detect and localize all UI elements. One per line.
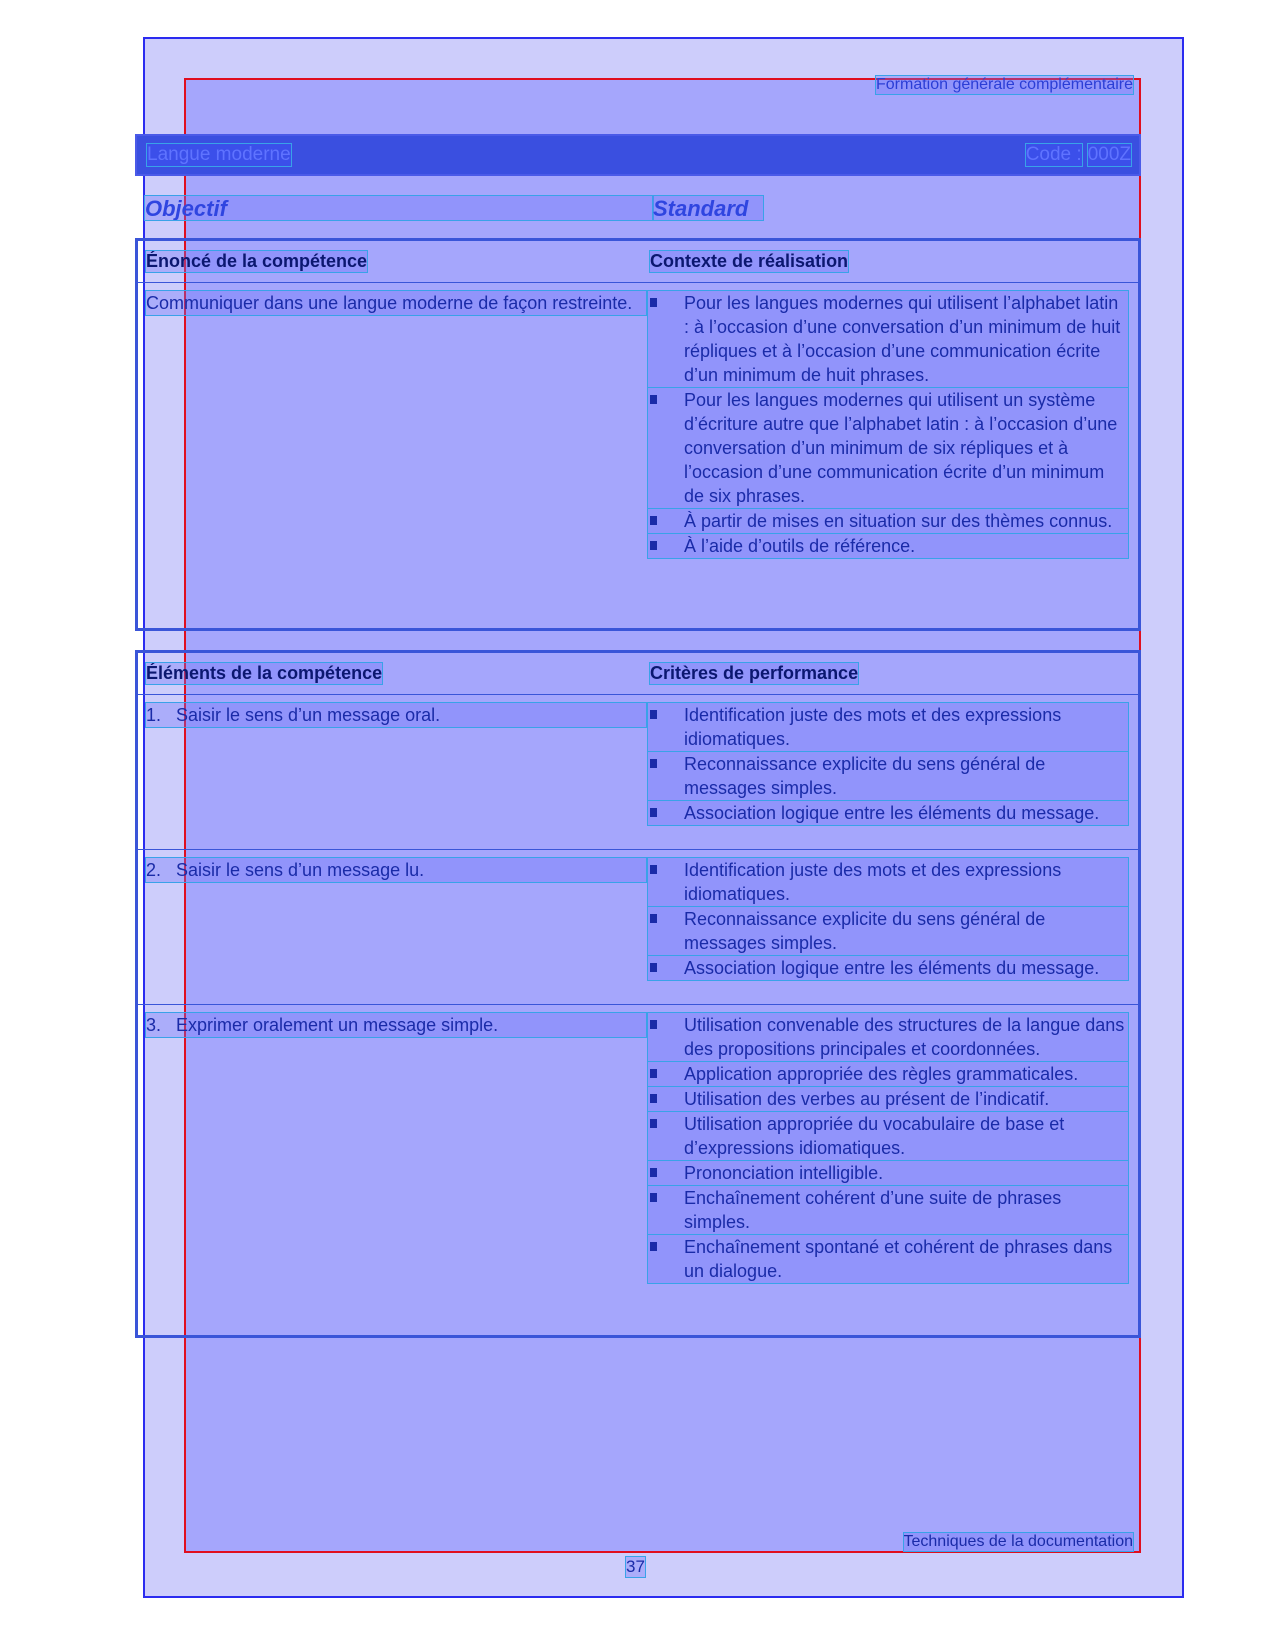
objective-heading: Objectif xyxy=(145,196,653,220)
criteria-wrap xyxy=(648,703,1128,826)
page-number: 37 xyxy=(626,1557,645,1576)
criteria-item: Reconnaissance explicite du sens général de messages simples. xyxy=(648,752,1128,800)
element-text xyxy=(146,858,646,882)
competence-row xyxy=(138,283,1138,628)
table-row xyxy=(138,1005,1138,1335)
criteria-list xyxy=(648,858,1128,980)
element-text xyxy=(146,703,646,727)
elements-table-header xyxy=(138,653,1138,695)
element-number: 1. xyxy=(146,705,162,725)
context-item: Pour les langues modernes qui utilisent l’alphabet latin : à l’occasion d’une conversation d’un minimum de huit répliques et à l’occasion d’une communication écrite d’un minimum de huit phrases. xyxy=(648,291,1128,387)
criteria-item: Utilisation des verbes au présent de l’indicatif. xyxy=(648,1087,1128,1111)
criteria-item: Identification juste des mots et des expressions idiomatiques. xyxy=(648,703,1128,751)
context-item: Pour les langues modernes qui utilisent un système d’écriture autre que l’alphabet latin : à l’occasion d’une conversation d’un minimum de six répliques et à l’occasion d’une communication écrite d’un minimum de six phrases. xyxy=(648,388,1128,508)
context-item: À l’aide d’outils de référence. xyxy=(648,534,1128,558)
criteria-item: Application appropriée des règles grammaticales. xyxy=(648,1062,1128,1086)
element-label: Exprimer oralement un message simple. xyxy=(176,1015,499,1035)
table-row xyxy=(138,850,1138,1005)
competence-statement: Communiquer dans une langue moderne de façon restreinte. xyxy=(146,291,646,315)
criteria-list xyxy=(648,1013,1128,1283)
table-row xyxy=(138,695,1138,850)
section-heads xyxy=(145,196,1141,220)
running-header: Formation générale complémentaire xyxy=(875,76,1133,93)
element-label: Saisir le sens d’un message oral. xyxy=(176,705,441,725)
code-group xyxy=(1026,144,1131,166)
criteria-item: Association logique entre les éléments du message. xyxy=(648,801,1128,825)
context-list xyxy=(648,291,1128,558)
criteria-wrap xyxy=(648,1013,1128,1284)
context-list-wrap xyxy=(648,291,1128,559)
criteria-item: Association logique entre les éléments du message. xyxy=(648,956,1128,980)
criteria-wrap xyxy=(648,858,1128,981)
context-header: Contexte de réalisation xyxy=(650,251,849,271)
criteria-list xyxy=(648,703,1128,825)
title-bar xyxy=(135,134,1141,176)
criteria-item: Enchaînement cohérent d’une suite de phrases simples. xyxy=(648,1186,1128,1234)
criteria-item: Enchaînement spontané et cohérent de phrases dans un dialogue. xyxy=(648,1235,1128,1283)
element-label: Saisir le sens d’un message lu. xyxy=(176,860,425,880)
criteria-item: Prononciation intelligible. xyxy=(648,1161,1128,1185)
criteria-header: Critères de performance xyxy=(650,663,859,683)
footer-program: Techniques de la documentation xyxy=(903,1533,1133,1550)
competence-table xyxy=(135,238,1141,631)
code-value: 000Z xyxy=(1087,144,1131,165)
elements-table xyxy=(135,650,1141,1338)
elements-header: Éléments de la compétence xyxy=(146,663,383,683)
context-item: À partir de mises en situation sur des thèmes connus. xyxy=(648,509,1128,533)
element-text xyxy=(146,1013,646,1037)
statement-header: Énoncé de la compétence xyxy=(146,251,368,271)
criteria-item: Utilisation appropriée du vocabulaire de base et d’expressions idiomatiques. xyxy=(648,1112,1128,1160)
element-number: 3. xyxy=(146,1015,162,1035)
criteria-item: Utilisation convenable des structures de la langue dans des propositions principales et coordonnées. xyxy=(648,1013,1128,1061)
element-number: 2. xyxy=(146,860,162,880)
code-label: Code : xyxy=(1025,144,1082,165)
criteria-item: Identification juste des mots et des expressions idiomatiques. xyxy=(648,858,1128,906)
standard-heading: Standard xyxy=(653,196,763,220)
subject-title: Langue moderne xyxy=(147,144,291,165)
competence-table-header xyxy=(138,241,1138,283)
criteria-item: Reconnaissance explicite du sens général de messages simples. xyxy=(648,907,1128,955)
